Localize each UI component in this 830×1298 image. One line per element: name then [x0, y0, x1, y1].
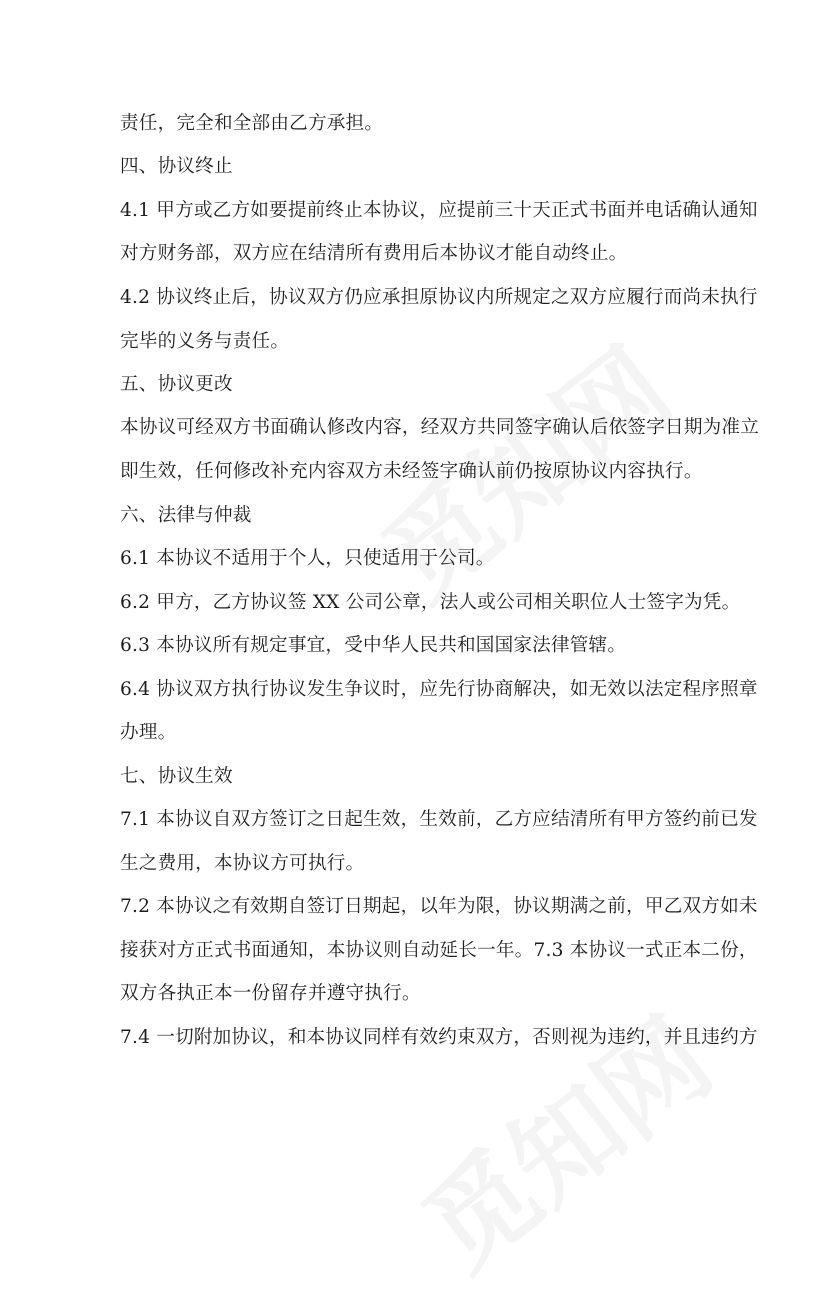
section-heading: 五、协议更改	[120, 374, 233, 395]
paragraph-line: 办理。	[120, 722, 177, 743]
paragraph-line: 4.1 甲方或乙方如要提前终止本协议，应提前三十天正式书面并电话确认通知	[120, 200, 758, 221]
paragraph-line: 完毕的义务与责任。	[120, 331, 290, 352]
watermark	[387, 977, 738, 1298]
paragraph-line: 7.1 本协议自双方签订之日起生效，生效前，乙方应结清所有甲方签约前已发	[120, 809, 758, 830]
paragraph-line: 6.4 协议双方执行协议发生争议时，应先行协商解决，如无效以法定程序照章	[120, 679, 758, 700]
section-heading: 六、法律与仲裁	[120, 505, 252, 526]
paragraph-line: 接获对方正式书面通知，本协议则自动延长一年。7.3 本协议一式正本二份，	[120, 940, 758, 961]
paragraph-line: 对方财务部，双方应在结清所有费用后本协议才能自动终止。	[120, 243, 628, 264]
paragraph-line: 6.3 本协议所有规定事宜，受中华人民共和国国家法律管辖。	[120, 635, 627, 656]
paragraph-line: 6.1 本协议不适用于个人，只使适用于公司。	[120, 548, 495, 569]
paragraph-line: 7.2 本协议之有效期自签订日期起，以年为限，协议期满之前，甲乙双方如未	[120, 896, 758, 917]
paragraph-line: 生之费用，本协议方可执行。	[120, 853, 365, 874]
paragraph-line: 4.2 协议终止后，协议双方仍应承担原协议内所规定之双方应履行而尚未执行	[120, 287, 758, 308]
section-heading: 七、协议生效	[120, 766, 233, 787]
section-heading: 四、协议终止	[120, 156, 233, 177]
paragraph-line: 双方各执正本一份留存并遵守执行。	[120, 983, 421, 1004]
paragraph-line: 7.4 一切附加协议，和本协议同样有效约束双方，否则视为违约，并且违约方	[120, 1027, 758, 1048]
paragraph-line: 责任，完全和全部由乙方承担。	[120, 113, 384, 134]
paragraph-line: 6.2 甲方，乙方协议签 XX 公司公章，法人或公司相关职位人士签字为凭。	[120, 592, 741, 613]
paragraph-line: 即生效，任何修改补充内容双方未经签字确认前仍按原协议内容执行。	[120, 461, 703, 482]
paragraph-line: 本协议可经双方书面确认修改内容，经双方共同签字确认后依签字日期为准立	[120, 417, 759, 438]
